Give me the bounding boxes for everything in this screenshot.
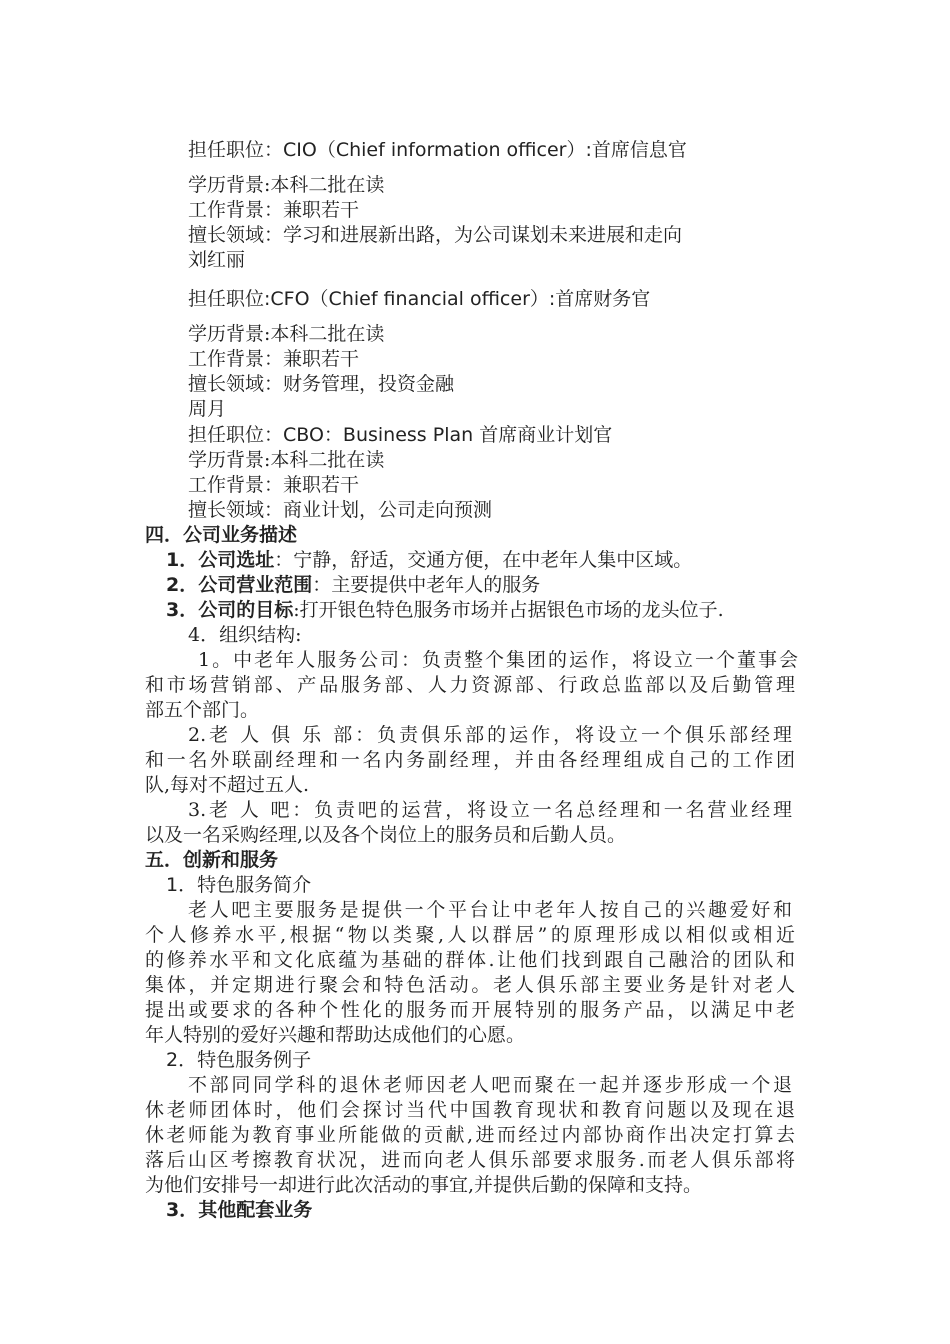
section-heading: 五．创新和服务 xyxy=(145,849,279,871)
paragraph-line: 和一名外联副经理和一名内务副经理，并由各经理组成自己的工作团 xyxy=(145,749,795,771)
paragraph-line: 队,每对不超过五人. xyxy=(145,774,310,796)
paragraph-line: 3.老 人 吧：负责吧的运营，将设立一名总经理和一名营业经理 xyxy=(188,799,792,821)
member-expertise: 擅长领域：财务管理，投资金融 xyxy=(188,373,455,395)
member-position: 担任职位:CFO（Chief financial officer）:首席财务官 xyxy=(188,288,651,310)
list-item xyxy=(166,573,540,598)
paragraph-line: 提出或要求的各种个性化的服务而开展特别的服务产品，以满足中老 xyxy=(145,999,795,1021)
section-heading: 四．公司业务描述 xyxy=(145,524,298,546)
paragraph-line: 集体，并定期进行聚会和特色活动。老人俱乐部主要业务是针对老人 xyxy=(145,974,795,996)
item-label: 3．公司的目标 xyxy=(166,599,294,621)
org-structure-title: 4．组织结构: xyxy=(188,624,302,646)
paragraph-line: 部五个部门。 xyxy=(145,699,260,721)
paragraph-line: 个人修养水平,根据“物以类聚,人以群居”的原理形成以相似或相近 xyxy=(145,924,795,946)
member-position: 担任职位：CBO：Business Plan 首席商业计划官 xyxy=(188,424,613,446)
member-work: 工作背景：兼职若干 xyxy=(188,474,360,496)
paragraph-line: 为他们安排号一却进行此次活动的事宜,并提供后勤的保障和支持。 xyxy=(145,1174,703,1196)
member-name: 刘红丽 xyxy=(188,249,246,271)
paragraph-line: 和市场营销部、产品服务部、人力资源部、行政总监部以及后勤管理 xyxy=(145,674,795,696)
member-education: 学历背景:本科二批在读 xyxy=(188,174,385,196)
subsection-heading: 2．特色服务例子 xyxy=(166,1049,312,1071)
member-work: 工作背景：兼职若干 xyxy=(188,199,360,221)
member-position: 担任职位：CIO（Chief information officer）:首席信息官 xyxy=(188,139,687,161)
member-work: 工作背景：兼职若干 xyxy=(188,348,360,370)
item-label: 2．公司营业范围 xyxy=(166,574,313,596)
list-item xyxy=(166,598,724,623)
member-name: 周月 xyxy=(188,398,227,420)
paragraph-line: 老人吧主要服务是提供一个平台让中老年人按自己的兴趣爱好和 xyxy=(188,899,792,921)
member-expertise: 擅长领域：商业计划，公司走向预测 xyxy=(188,499,493,521)
paragraph-line: 年人特别的爱好兴趣和帮助达成他们的心愿。 xyxy=(145,1024,526,1046)
paragraph-line: 不部同同学科的退休老师因老人吧而聚在一起并逐步形成一个退 xyxy=(188,1074,792,1096)
paragraph-line: 1。中老年人服务公司：负责整个集团的运作，将设立一个董事会 xyxy=(198,649,798,671)
paragraph-line: 落后山区考擦教育状况，进而向老人俱乐部要求服务.而老人俱乐部将 xyxy=(145,1149,795,1171)
member-education: 学历背景:本科二批在读 xyxy=(188,449,385,471)
item-text: ：主要提供中老年人的服务 xyxy=(312,574,541,596)
subsection-heading: 3．其他配套业务 xyxy=(166,1199,313,1221)
subsection-heading: 1．特色服务简介 xyxy=(166,874,312,896)
paragraph-line: 以及一名采购经理,以及各个岗位上的服务员和后勤人员。 xyxy=(145,824,627,846)
member-education: 学历背景:本科二批在读 xyxy=(188,323,385,345)
item-text: :打开银色特色服务市场并占据银色市场的龙头位子. xyxy=(293,599,724,621)
paragraph-line: 休老师团体时，他们会探讨当代中国教育现状和教育问题以及现在退 xyxy=(145,1099,795,1121)
paragraph-line: 2.老 人 俱 乐 部：负责俱乐部的运作，将设立一个俱乐部经理 xyxy=(188,724,792,746)
item-label: 1．公司选址 xyxy=(166,549,275,571)
list-item xyxy=(166,548,692,573)
paragraph-line: 休老师能为教育事业所能做的贡献,进而经过内部协商作出决定打算去 xyxy=(145,1124,795,1146)
member-expertise: 擅长领域：学习和进展新出路，为公司谋划未来进展和走向 xyxy=(188,224,683,246)
paragraph-line: 的修养水平和文化底蕴为基础的群体.让他们找到跟自己融洽的团队和 xyxy=(145,949,795,971)
item-text: ：宁静，舒适，交通方便，在中老年人集中区域。 xyxy=(274,549,693,571)
